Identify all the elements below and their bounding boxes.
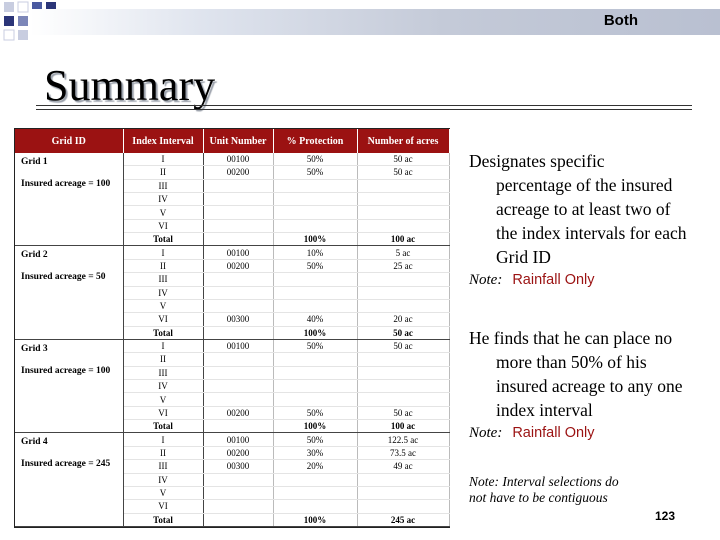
index-interval-cell: VI [123, 500, 203, 513]
table-row [15, 433, 449, 446]
summary-table [14, 128, 450, 528]
unit-number-cell [203, 273, 273, 286]
unit-number-cell [203, 500, 273, 513]
total-label: Total [123, 233, 203, 246]
index-interval-cell: III [123, 366, 203, 379]
note-label: Note: [469, 272, 503, 288]
unit-number-cell: 00200 [203, 446, 273, 459]
index-interval-cell: II [123, 446, 203, 459]
acres-cell [357, 286, 449, 299]
index-interval-cell: I [123, 433, 203, 446]
total-protection: 100% [273, 326, 357, 339]
grid-id-cell [15, 246, 123, 340]
note-rainfall-2 [469, 425, 595, 442]
total-protection: 100% [273, 513, 357, 526]
col-grid-id: Grid ID [15, 129, 123, 153]
total-label: Total [123, 326, 203, 339]
index-interval-cell: III [123, 273, 203, 286]
acres-cell: 5 ac [357, 246, 449, 259]
index-interval-cell: IV [123, 193, 203, 206]
unit-number-cell: 00200 [203, 259, 273, 272]
designates-paragraph [469, 149, 717, 269]
total-unit [203, 326, 273, 339]
unit-number-cell [203, 366, 273, 379]
p1-line: acreage to at least two of [496, 199, 671, 219]
index-interval-cell: IV [123, 286, 203, 299]
index-interval-cell: I [123, 246, 203, 259]
grid-id: Grid 4 [21, 437, 48, 448]
total-acres: 50 ac [357, 326, 449, 339]
index-interval-cell: IV [123, 473, 203, 486]
protection-cell [273, 273, 357, 286]
insured-acreage: Insured acreage = 245 [21, 459, 111, 470]
total-acres: 100 ac [357, 420, 449, 433]
note-rainfall-1 [469, 272, 595, 289]
index-interval-cell: V [123, 206, 203, 219]
total-label: Total [123, 513, 203, 526]
unit-number-cell: 00100 [203, 246, 273, 259]
index-interval-cell: III [123, 460, 203, 473]
index-interval-cell: II [123, 166, 203, 179]
acres-cell [357, 393, 449, 406]
note-text: Rainfall Only [512, 272, 595, 288]
index-interval-cell: I [123, 339, 203, 352]
page-number: 123 [655, 509, 676, 523]
index-interval-cell: I [123, 153, 203, 166]
insured-acreage: Insured acreage = 100 [21, 365, 111, 376]
grid-id: Grid 3 [21, 343, 48, 354]
protection-cell [273, 286, 357, 299]
grid-id-cell [15, 153, 123, 246]
unit-number-cell [203, 473, 273, 486]
acres-cell [357, 486, 449, 499]
acres-cell: 20 ac [357, 313, 449, 326]
acres-cell [357, 380, 449, 393]
p2-line: more than 50% of his [496, 352, 647, 372]
protection-cell [273, 206, 357, 219]
protection-cell: 50% [273, 153, 357, 166]
protection-cell: 50% [273, 259, 357, 272]
footnote-line: not have to be contiguous [469, 490, 608, 505]
index-interval-cell: III [123, 179, 203, 192]
grid-id: Grid 1 [21, 157, 48, 167]
insured-acreage: Insured acreage = 100 [21, 179, 111, 189]
total-unit [203, 420, 273, 433]
table-header-row [15, 129, 449, 153]
table-row [15, 153, 449, 166]
col-index-interval: Index Interval [123, 129, 203, 153]
unit-number-cell: 00300 [203, 313, 273, 326]
unit-number-cell [203, 486, 273, 499]
col-unit-number: Unit Number [203, 129, 273, 153]
acres-cell: 50 ac [357, 406, 449, 419]
index-interval-cell: VI [123, 406, 203, 419]
footnote-line: Note: Interval selections do [469, 474, 619, 489]
total-acres: 100 ac [357, 233, 449, 246]
p2-line: He finds that he can place no [469, 328, 673, 348]
p2-line: index interval [496, 400, 593, 420]
protection-cell [273, 353, 357, 366]
p1-line: Designates specific [469, 151, 605, 171]
unit-number-cell: 00200 [203, 166, 273, 179]
acres-cell: 73.5 ac [357, 446, 449, 459]
protection-cell [273, 193, 357, 206]
col-protection: % Protection [273, 129, 357, 153]
unit-number-cell [203, 353, 273, 366]
protection-cell [273, 219, 357, 232]
protection-cell [273, 380, 357, 393]
acres-cell: 25 ac [357, 259, 449, 272]
protection-cell [273, 500, 357, 513]
unit-number-cell [203, 299, 273, 312]
protection-cell: 40% [273, 313, 357, 326]
protection-cell: 50% [273, 166, 357, 179]
index-interval-cell: IV [123, 380, 203, 393]
total-protection: 100% [273, 233, 357, 246]
note-text: Rainfall Only [512, 425, 595, 441]
index-interval-cell: V [123, 486, 203, 499]
acres-cell: 50 ac [357, 166, 449, 179]
unit-number-cell [203, 286, 273, 299]
protection-cell [273, 179, 357, 192]
total-label: Total [123, 420, 203, 433]
protection-cell [273, 366, 357, 379]
grid-id-cell [15, 433, 123, 527]
unit-number-cell [203, 193, 273, 206]
acres-cell [357, 473, 449, 486]
index-interval-cell: II [123, 259, 203, 272]
unit-number-cell: 00100 [203, 433, 273, 446]
protection-cell [273, 473, 357, 486]
protection-cell [273, 299, 357, 312]
unit-number-cell [203, 393, 273, 406]
protection-cell [273, 486, 357, 499]
acres-cell [357, 206, 449, 219]
acres-cell [357, 179, 449, 192]
unit-number-cell: 00100 [203, 153, 273, 166]
grid-id: Grid 2 [21, 250, 48, 261]
total-unit [203, 513, 273, 526]
footnote [469, 474, 619, 506]
acres-cell: 50 ac [357, 153, 449, 166]
protection-cell [273, 393, 357, 406]
unit-number-cell [203, 206, 273, 219]
acres-cell [357, 193, 449, 206]
finds-paragraph [469, 326, 717, 422]
total-protection: 100% [273, 420, 357, 433]
acres-cell [357, 353, 449, 366]
unit-number-cell: 00300 [203, 460, 273, 473]
protection-cell: 10% [273, 246, 357, 259]
table-row [15, 339, 449, 352]
both-label: Both [603, 12, 638, 29]
acres-cell: 122.5 ac [357, 433, 449, 446]
acres-cell [357, 219, 449, 232]
total-unit [203, 233, 273, 246]
title-underline [36, 105, 692, 110]
protection-cell: 50% [273, 433, 357, 446]
table-row [15, 246, 449, 259]
p2-line: insured acreage to any one [496, 376, 683, 396]
acres-cell [357, 273, 449, 286]
slide-title: Summary [44, 61, 216, 110]
insured-acreage: Insured acreage = 50 [21, 272, 106, 283]
p1-line: the index intervals for each [496, 223, 687, 243]
col-acres: Number of acres [357, 129, 449, 153]
p1-line: percentage of the insured [496, 175, 673, 195]
index-interval-cell: V [123, 393, 203, 406]
acres-cell: 49 ac [357, 460, 449, 473]
unit-number-cell: 00200 [203, 406, 273, 419]
acres-cell [357, 366, 449, 379]
protection-cell: 20% [273, 460, 357, 473]
unit-number-cell [203, 179, 273, 192]
p1-line: Grid ID [496, 247, 551, 267]
unit-number-cell: 00100 [203, 339, 273, 352]
index-interval-cell: II [123, 353, 203, 366]
protection-cell: 50% [273, 406, 357, 419]
note-label: Note: [469, 425, 503, 441]
index-interval-cell: V [123, 299, 203, 312]
grid-id-cell [15, 339, 123, 433]
acres-cell [357, 500, 449, 513]
index-interval-cell: VI [123, 219, 203, 232]
acres-cell: 50 ac [357, 339, 449, 352]
index-interval-cell: VI [123, 313, 203, 326]
protection-cell: 50% [273, 339, 357, 352]
unit-number-cell [203, 380, 273, 393]
protection-cell: 30% [273, 446, 357, 459]
acres-cell [357, 299, 449, 312]
unit-number-cell [203, 219, 273, 232]
total-acres: 245 ac [357, 513, 449, 526]
